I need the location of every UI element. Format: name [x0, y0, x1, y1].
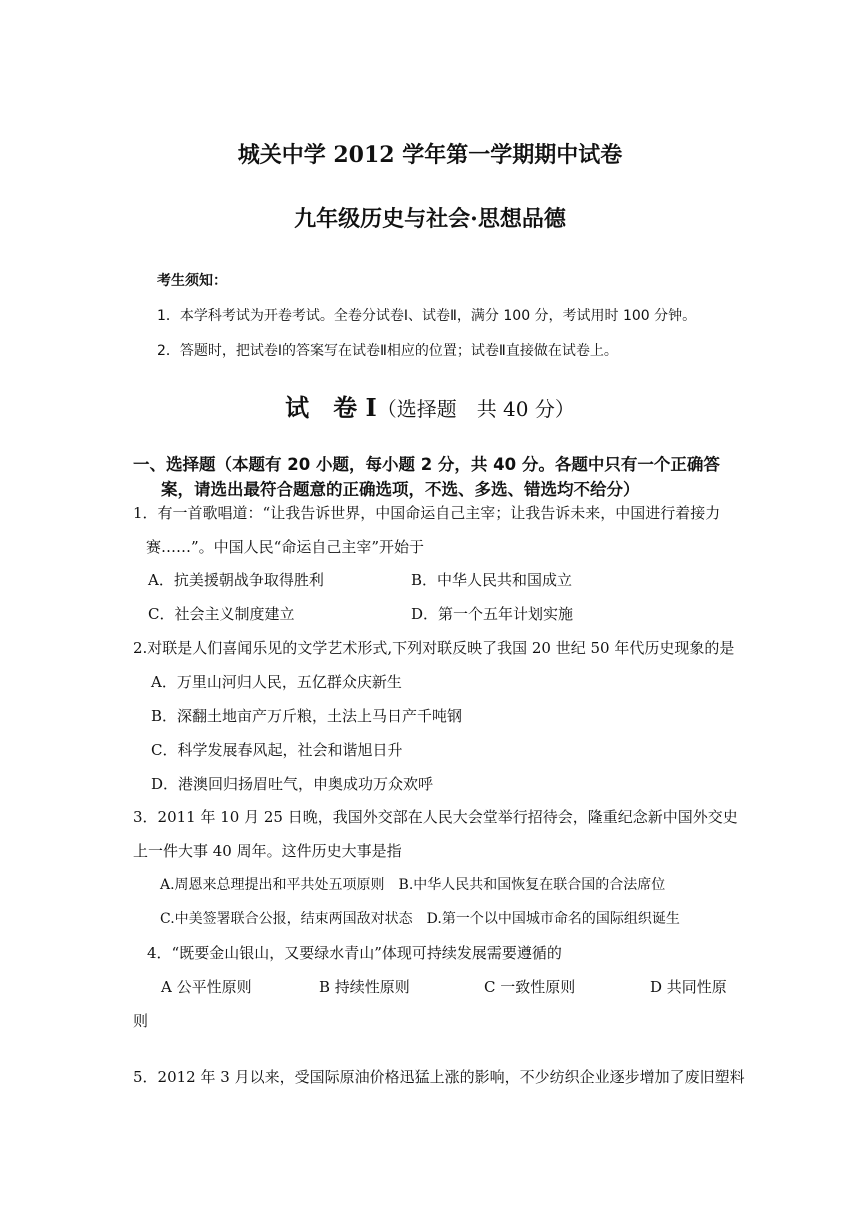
notice-label: 考生须知：: [157, 273, 227, 289]
notice-item-2: 2．答题时，把试卷Ⅰ的答案写在试卷Ⅱ相应的位置；试卷Ⅱ直接做在试卷上。: [157, 343, 618, 359]
q2-option-d: D．港澳回归扬眉吐气，申奥成功万众欢呼: [151, 775, 434, 793]
q5-stem-line1: 5．2012 年 3 月以来，受国际原油价格迅猛上涨的影响，不少纺织企业逐步增加了废旧塑料: [133, 1068, 745, 1086]
q2-stem: 2.对联是人们喜闻乐见的文学艺术形式,下列对联反映了我国 20 世纪 50 年代历史现象的是: [133, 639, 735, 657]
q4-stem: 4．“既要金山银山，又要绿水青山”体现可持续发展需要遵循的: [147, 944, 562, 962]
paper-heading: [0, 388, 860, 423]
q4-option-d: D 共同性原: [650, 978, 727, 996]
q1-option-a: A．抗美援朝战争取得胜利: [148, 571, 324, 589]
q1-option-d: D．第一个五年计划实施: [411, 605, 574, 623]
paper-heading-sub: （选择题 共 40 分）: [376, 397, 575, 421]
q4-option-a: A 公平性原则: [161, 978, 252, 996]
q1-stem-line1: 1．有一首歌唱道：“让我告诉世界，中国命运自己主宰；让我告诉未来，中国进行着接力: [133, 504, 721, 522]
q1-option-c: C．社会主义制度建立: [148, 605, 295, 623]
section-heading-line2: 案，请选出最符合题意的正确选项，不选、多选、错选均不给分）: [161, 480, 640, 499]
notice-item-1: 1．本学科考试为开卷考试。全卷分试卷Ⅰ、试卷Ⅱ，满分 100 分，考试用时 100 分钟。: [157, 308, 697, 324]
exam-title: 城关中学 2012 学年第一学期期中试卷: [237, 142, 623, 168]
q1-option-b: B．中华人民共和国成立: [411, 571, 573, 589]
q4-option-c: C 一致性原则: [484, 978, 576, 996]
q2-option-b: B．深翻土地亩产万斤粮，土法上马日产千吨钢: [151, 707, 463, 725]
q2-option-c: C．科学发展春风起，社会和谐旭日升: [151, 741, 403, 759]
q3-stem-line1: 3．2011 年 10 月 25 日晚，我国外交部在人民大会堂举行招待会，隆重纪念新中国外交史: [133, 808, 738, 826]
q3-options-cd: C.中美签署联合公报，结束两国敌对状态 D.第一个以中国城市命名的国际组织诞生: [160, 911, 680, 927]
section-heading: [133, 452, 743, 502]
paper-heading-main: 试 卷 Ⅰ: [285, 393, 377, 422]
q4-option-b: B 持续性原则: [319, 978, 410, 996]
q3-stem-line2: 上一件大事 40 周年。这件历史大事是指: [133, 842, 402, 860]
q2-option-a: A．万里山河归人民，五亿群众庆新生: [151, 673, 402, 691]
q4-option-d-tail: 则: [133, 1012, 149, 1030]
q3-options-ab: A.周恩来总理提出和平共处五项原则 B.中华人民共和国恢复在联合国的合法席位: [160, 877, 666, 893]
section-heading-line1: 一、选择题（本题有 20 小题，每小题 2 分，共 40 分。各题中只有一个正确答: [133, 455, 720, 474]
exam-subtitle: 九年级历史与社会·思想品德: [294, 206, 566, 232]
q1-stem-line2: 赛……”。中国人民“命运自己主宰”开始于: [146, 538, 425, 556]
